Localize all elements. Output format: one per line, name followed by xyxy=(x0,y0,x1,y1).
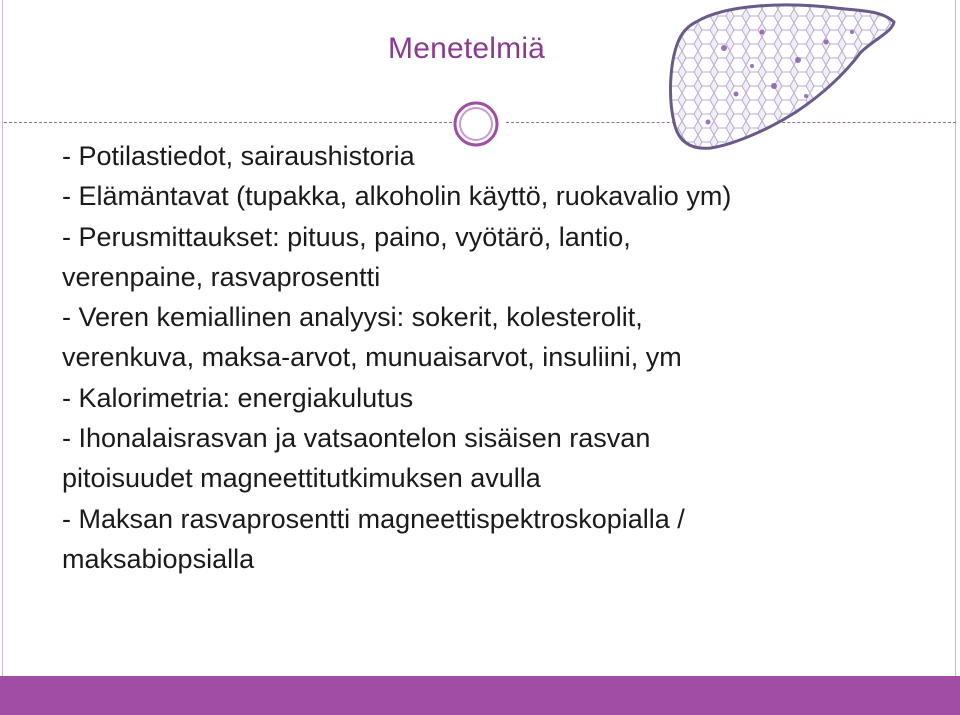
content-line: - Maksan rasvaprosentti magneettispektroskopialla / xyxy=(62,503,685,534)
slide-title: Menetelmiä xyxy=(388,32,546,65)
content-line: maksabiopsialla xyxy=(62,543,255,574)
footer-bar xyxy=(0,676,960,715)
content-line: - Veren kemiallinen analyysi: sokerit, kolesterolit, xyxy=(62,302,643,333)
content-line: - Elämäntavat (tupakka, alkoholin käyttö, ruokavalio ym) xyxy=(62,181,732,212)
slide-content xyxy=(62,136,942,579)
content-line: verenkuva, maksa-arvot, munuaisarvot, insuliini, ym xyxy=(62,342,682,373)
content-line: - Kalorimetria: energiakulutus xyxy=(62,382,414,413)
content-line: - Ihonalaisrasvan ja vatsaontelon sisäisen rasvan xyxy=(62,423,651,454)
content-line: verenpaine, rasvaprosentti xyxy=(62,261,381,292)
liver-histology-image xyxy=(666,2,898,152)
title-divider-left xyxy=(4,122,452,123)
content-line: pitoisuudet magneettitutkimuksen avulla xyxy=(62,463,541,494)
content-line: - Perusmittaukset: pituus, paino, vyötärö, lantio, xyxy=(62,221,631,252)
content-line: - Potilastiedot, sairaushistoria xyxy=(62,141,415,171)
